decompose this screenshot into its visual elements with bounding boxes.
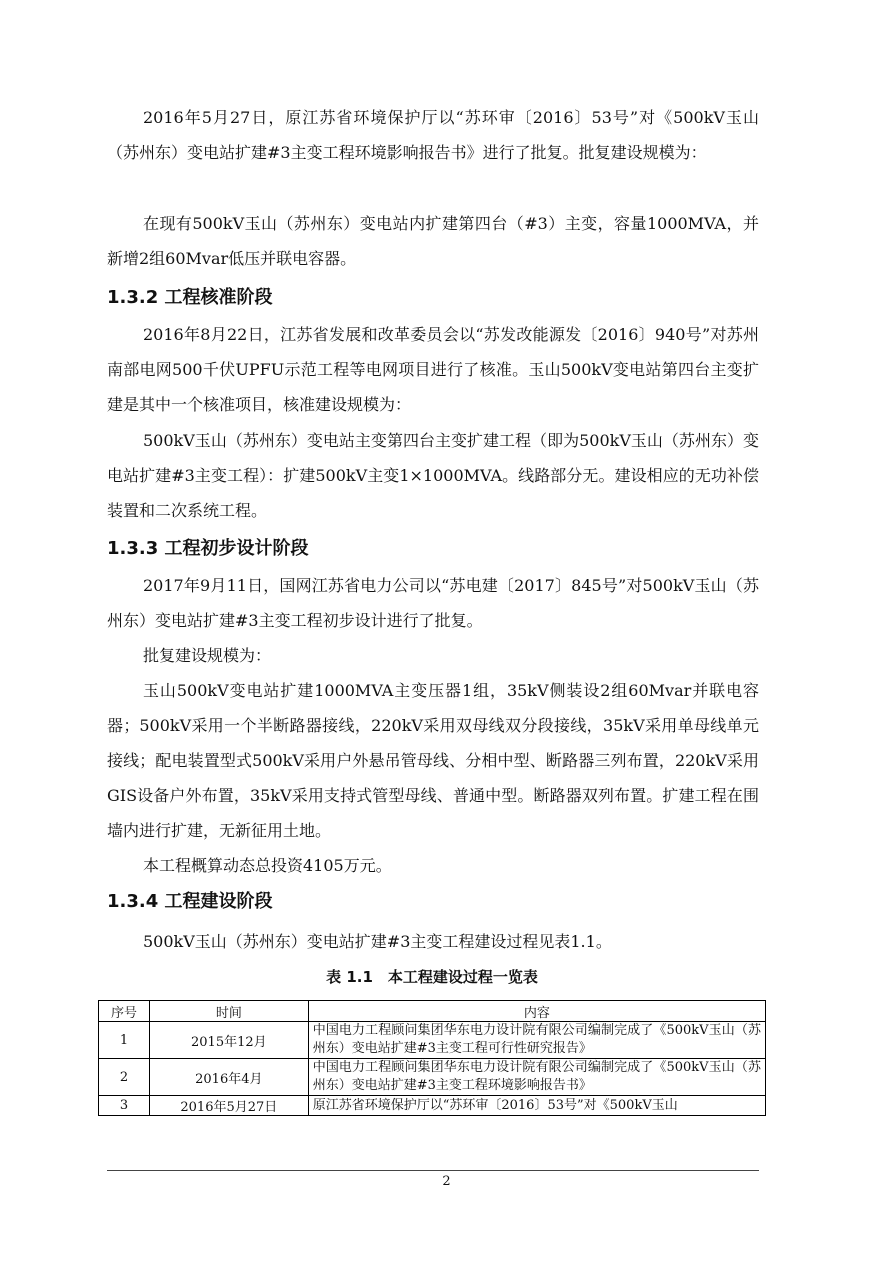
paragraph-construction-stage: 500kV玉山（苏州东）变电站扩建#3主变工程建设过程见表1.1。 xyxy=(143,932,612,951)
section-heading-1-3-2: 1.3.2 工程核准阶段 xyxy=(107,287,273,308)
row-content: 中国电力工程顾问集团华东电力设计院有限公司编制完成了《500kV玉山（苏州东）变电站扩建#3主变工程环境影响报告书》 xyxy=(308,1059,765,1096)
row-no: 3 xyxy=(99,1096,150,1116)
row-no: 1 xyxy=(99,1022,150,1059)
header-content: 内容 xyxy=(308,1001,765,1022)
row-content: 中国电力工程顾问集团华东电力设计院有限公司编制完成了《500kV玉山（苏州东）变电站扩建#3主变工程可行性研究报告》 xyxy=(308,1022,765,1059)
header-time: 时间 xyxy=(149,1001,308,1022)
paragraph-approved-scale-label: 批复建设规模为： xyxy=(143,646,272,665)
row-time: 2016年4月 xyxy=(149,1059,308,1096)
table-row xyxy=(99,1096,766,1116)
paragraph-approval-scale: 500kV玉山（苏州东）变电站主变第四台主变扩建工程（即为500kV玉山（苏州东）变电站扩建#3主变工程）：扩建500kV主变1×1000MVA。线路部分无。建设相应的无功补偿装置和二次系统工程。 xyxy=(107,431,759,520)
table-row xyxy=(99,1022,766,1059)
header-no: 序号 xyxy=(99,1001,150,1022)
construction-process-table xyxy=(98,1000,766,1116)
row-time: 2015年12月 xyxy=(149,1022,308,1059)
paragraph-preliminary-design: 2017年9月11日，国网江苏省电力公司以“苏电建〔2017〕845号”对500kV玉山（苏州东）变电站扩建#3主变工程初步设计进行了批复。 xyxy=(107,576,759,630)
paragraph-eia-scale: 在现有500kV玉山（苏州东）变电站内扩建第四台（#3）主变，容量1000MVA，并新增2组60Mvar低压并联电容器。 xyxy=(107,214,759,268)
paragraph-eia-approval: 2016年5月27日，原江苏省环境保护厅以“苏环审〔2016〕53号”对《500kV玉山（苏州东）变电站扩建#3主变工程环境影响报告书》进行了批复。批复建设规模为： xyxy=(107,108,759,162)
page-number: 2 xyxy=(442,1174,451,1189)
section-heading-1-3-4: 1.3.4 工程建设阶段 xyxy=(107,891,273,912)
table-row xyxy=(99,1059,766,1096)
paragraph-design-details: 玉山500kV变电站扩建1000MVA主变压器1组，35kV侧装设2组60Mvar并联电容器；500kV采用一个半断路器接线，220kV采用双母线双分段接线，35kV采用单母线单元接线；配电装置型式500kV采用户外悬吊管母线、分相中型、断路器三列布置，220kV采用GIS设备户外布置，35kV采用支持式管型母线、普通中型。断路器双列布置。扩建工程在围墙内进行扩建，无新征用土地。 xyxy=(107,681,759,840)
row-time: 2016年5月27日 xyxy=(149,1096,308,1116)
paragraph-investment: 本工程概算动态总投资4105万元。 xyxy=(143,856,392,875)
table-header-row xyxy=(99,1001,766,1022)
section-heading-1-3-3: 1.3.3 工程初步设计阶段 xyxy=(107,538,309,559)
footer-divider xyxy=(107,1170,759,1171)
row-no: 2 xyxy=(99,1059,150,1096)
row-content: 原江苏省环境保护厅以“苏环审〔2016〕53号”对《500kV玉山 xyxy=(308,1096,765,1116)
paragraph-approval-stage: 2016年8月22日，江苏省发展和改革委员会以“苏发改能源发〔2016〕940号”对苏州南部电网500千伏UPFU示范工程等电网项目进行了核准。玉山500kV变电站第四台主变扩建是其中一个核准项目，核准建设规模为： xyxy=(107,325,759,414)
table-caption: 表 1.1 本工程建设过程一览表 xyxy=(326,968,538,986)
